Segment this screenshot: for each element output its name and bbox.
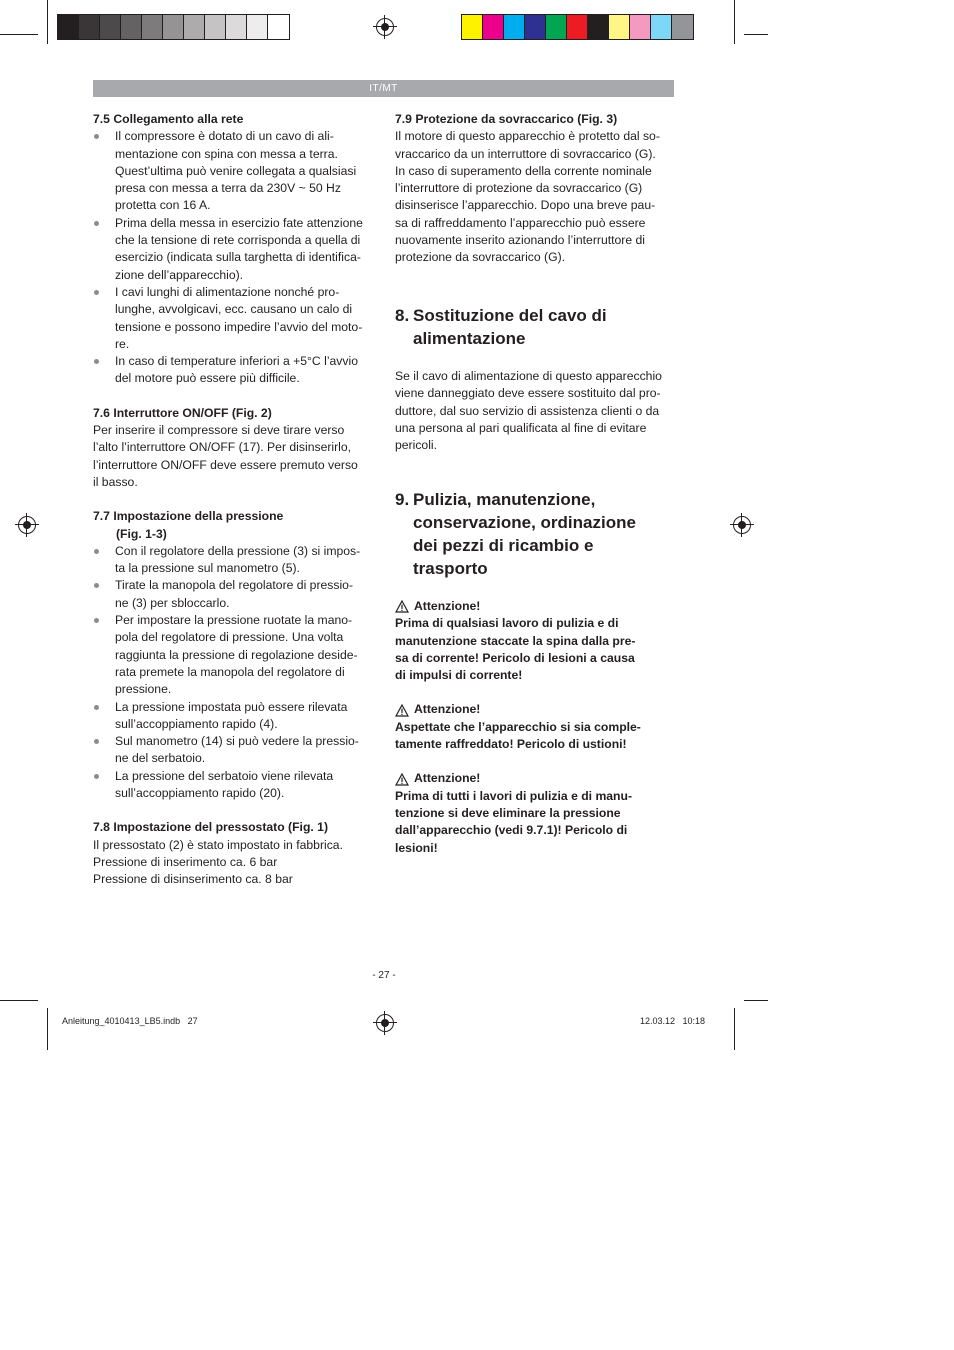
section-7-6-text: Per inserire il compressore si deve tirare verso l’alto l’interruttore ON/OFF (17). Per disinserirlo, l’interruttore ON/OFF deve essere premuto verso il basso. xyxy=(93,423,358,489)
crop-mark xyxy=(47,0,48,44)
color-swatch xyxy=(58,15,79,39)
bullet-item: Con il regolatore della pressione (3) si impos- ta la pressione sul manometro (5). xyxy=(93,543,378,578)
section-8-text: Se il cavo di alimentazione di questo apparecchio viene danneggiato deve essere sostituito dal pro- duttore, dal suo servizio di assistenza clienti o da una persona al pari qualificata al fine di evitare pericoli. xyxy=(395,369,662,453)
registration-mark-icon xyxy=(376,1014,394,1032)
section-7-8-title: 7.8 Impostazione del pressostato (Fig. 1) xyxy=(93,820,328,835)
section-9 xyxy=(395,488,680,580)
color-swatch xyxy=(462,15,483,39)
warning-triangle-icon xyxy=(395,704,409,717)
section-7-7-title: 7.7 Impostazione della pressione (Fig. 1-3) xyxy=(93,509,284,541)
bullet-item: In caso di temperature inferiori a +5°C l’avvio del motore può essere più difficile. xyxy=(93,353,378,388)
color-swatch xyxy=(268,15,289,39)
color-swatch xyxy=(100,15,121,39)
color-swatch xyxy=(525,15,546,39)
warning-block: Attenzione! Aspettate che l’apparecchio si sia comple- tamente raffreddato! Pericolo di ustioni! xyxy=(395,702,641,752)
color-swatch xyxy=(79,15,100,39)
crop-mark xyxy=(734,1008,735,1050)
section-7-5-bullets xyxy=(93,128,378,387)
color-swatch xyxy=(142,15,163,39)
section-7-5-title: 7.5 Collegamento alla rete xyxy=(93,112,244,126)
print-date: 12.03.12 10:18 xyxy=(640,1016,706,1026)
registration-mark-icon xyxy=(376,18,394,36)
color-swatch xyxy=(247,15,268,39)
registration-mark-icon xyxy=(18,516,36,534)
crop-mark xyxy=(0,34,38,35)
crop-mark xyxy=(47,1008,48,1050)
color-swatch xyxy=(672,15,693,39)
color-swatch xyxy=(163,15,184,39)
bullet-item: La pressione impostata può essere rilevata sull’accoppiamento rapido (4). xyxy=(93,699,378,734)
section-8-heading: 8. Sostituzione del cavo di alimentazione xyxy=(395,306,607,348)
grayscale-color-bar xyxy=(57,14,290,40)
color-swatch xyxy=(609,15,630,39)
crop-mark xyxy=(0,1000,38,1001)
bullet-item: I cavi lunghi di alimentazione nonché pro- lunghe, avvolgicavi, ecc. causano un calo di tensione e possono impedire l’avvio del moto- re. xyxy=(93,284,378,353)
bullet-item: Tirate la manopola del regolatore di pressio- ne (3) per sbloccarlo. xyxy=(93,577,378,612)
registration-mark-icon xyxy=(733,516,751,534)
section-7-8-text: Il pressostato (2) è stato impostato in fabbrica. Pressione di inserimento ca. 6 bar Pressione di disinserimento ca. 8 bar xyxy=(93,837,343,887)
section-9-heading: 9. Pulizia, manutenzione, conservazione, ordinazione dei pezzi di ricambio e trasporto xyxy=(395,490,636,578)
page-number: - 27 - xyxy=(372,970,396,981)
color-swatch xyxy=(567,15,588,39)
section-7-9-title: 7.9 Protezione da sovraccarico (Fig. 3) xyxy=(395,112,618,126)
bullet-item: La pressione del serbatoio viene rilevata sull’accoppiamento rapido (20). xyxy=(93,768,378,803)
crop-mark xyxy=(744,34,768,35)
bullet-item: Il compressore è dotato di un cavo di ali- mentazione con spina con messa a terra. Quest’ultima può venire collegata a qualsiasi presa con messa a terra da 230V ~ 50 Hz protetta con 16 A. xyxy=(93,128,378,214)
right-column xyxy=(395,111,680,267)
color-swatch xyxy=(546,15,567,39)
color-swatch xyxy=(121,15,142,39)
left-column xyxy=(93,111,378,888)
warning-block: Attenzione! Prima di tutti i lavori di pulizia e di manu- tenzione si deve eliminare la pressione dall’apparecchio (vedi 9.7.1)! Pericolo di lesioni! xyxy=(395,771,633,855)
color-swatch xyxy=(205,15,226,39)
section-8 xyxy=(395,304,680,454)
color-swatch xyxy=(226,15,247,39)
language-header-bar: IT/MT xyxy=(93,80,674,97)
bullet-item: Prima della messa in esercizio fate attenzione che la tensione di rete corrisponda a quella di esercizio (indicata sulla targhetta di identifica- zione dell’apparecchio). xyxy=(93,215,378,284)
color-swatch xyxy=(651,15,672,39)
warning-triangle-icon xyxy=(395,773,409,786)
file-name: Anleitung_4010413_LB5.indb 27 xyxy=(62,1016,198,1026)
color-swatch xyxy=(588,15,609,39)
color-swatch xyxy=(504,15,525,39)
section-7-6-title: 7.6 Interruttore ON/OFF (Fig. 2) xyxy=(93,405,272,420)
color-swatch xyxy=(630,15,651,39)
section-7-9-text: Il motore di questo apparecchio è protetto dal so- vraccarico da un interruttore di sovraccarico (G). In caso di superamento della corrente nominale l’interruttore di protezione da sovraccarico (G) disinserisce l’apparecchio. Dopo una breve pau- sa di raffreddamento l’apparecchio può essere nuovamente inserito azionando l’interruttore di protezione da sovraccarico (G). xyxy=(395,129,660,265)
crop-mark xyxy=(744,1000,768,1001)
bullet-item: Sul manometro (14) si può vedere la pressio- ne del serbatoio. xyxy=(93,733,378,768)
warnings xyxy=(395,598,680,857)
section-7-7-bullets xyxy=(93,543,378,802)
color-swatch xyxy=(184,15,205,39)
warning-triangle-icon xyxy=(395,600,409,613)
color-swatch xyxy=(483,15,504,39)
bullet-item: Per impostare la pressione ruotate la mano- pola del regolatore di pressione. Una volta raggiunta la pressione di regolazione deside- rata premete la manopola del regolatore di pressione. xyxy=(93,612,378,698)
warning-block: Attenzione! Prima di qualsiasi lavoro di pulizia e di manutenzione staccate la spina dalla pre- sa di corrente! Pericolo di lesioni a causa di impulsi di corrente! xyxy=(395,599,636,683)
process-color-bar xyxy=(461,14,694,40)
crop-mark xyxy=(734,0,735,44)
